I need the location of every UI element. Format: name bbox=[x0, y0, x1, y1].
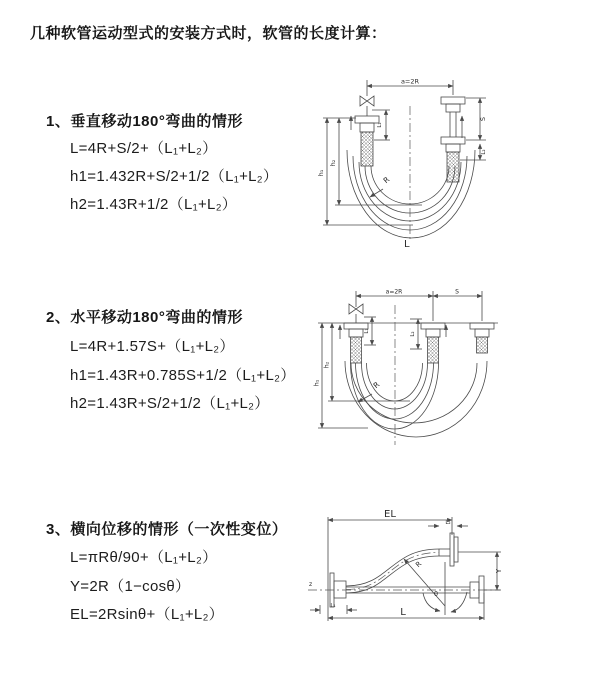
d2-label-l2: L₂ bbox=[410, 331, 416, 337]
d2-label-a2r: a=2R bbox=[385, 288, 403, 296]
d3-label-r: R bbox=[414, 559, 424, 570]
d2-label-r: R bbox=[371, 379, 382, 391]
section-1-heading: 1、垂直移动180°弯曲的情形 bbox=[46, 113, 243, 130]
section-3-formula-Y: Y=2R（1−cosθ） bbox=[70, 578, 191, 595]
d3-label-y: Y bbox=[495, 568, 503, 574]
diagram-lateral-displacement bbox=[300, 505, 600, 675]
braided-hose bbox=[361, 132, 373, 166]
d3-label-l2: L₂ bbox=[445, 520, 451, 526]
braided-hose bbox=[477, 337, 488, 353]
d1-label-s: S bbox=[479, 116, 487, 122]
d1-dim-l2 bbox=[460, 144, 487, 160]
d3-dim-l2 bbox=[428, 520, 468, 526]
d2-dim-l2 bbox=[410, 319, 422, 349]
d3-label-l1: L₁ bbox=[330, 603, 336, 609]
section-1-formula-L: L=4R+S/2+（L₁+L₂） bbox=[70, 140, 218, 157]
d1-label-h1: h₁ bbox=[317, 169, 325, 177]
valve-icon bbox=[360, 96, 374, 106]
d3-label-theta: θ bbox=[434, 590, 438, 598]
d2-radius-callout bbox=[358, 380, 381, 402]
page-title: 几种软管运动型式的安装方式时，软管的长度计算： bbox=[30, 25, 387, 42]
d2-dim-l1 bbox=[364, 317, 376, 345]
section-2-formula-h1: h1=1.43R+0.785S+1/2（L₁+L₂） bbox=[70, 367, 296, 384]
d2-middle-pipe bbox=[421, 323, 446, 363]
d3-hose-curve bbox=[346, 549, 439, 593]
d2-right-pipe bbox=[470, 323, 494, 353]
d3-dim-l1 bbox=[310, 603, 357, 614]
section-3-formula-EL: EL=2Rsinθ+（L₁+L₂） bbox=[70, 606, 224, 623]
d3-label-el: EL bbox=[384, 509, 396, 520]
d1-dimension-top bbox=[367, 78, 453, 97]
d2-label-s: S bbox=[455, 288, 459, 296]
d2-dimension-top bbox=[356, 289, 482, 322]
d1-label-l1: L₁ bbox=[377, 122, 383, 128]
d1-dim-s bbox=[466, 98, 487, 140]
braided-hose bbox=[351, 337, 362, 363]
d2-label-h2: h₂ bbox=[322, 361, 331, 369]
section-1-formula-h2: h2=1.43R+1/2（L₁+L₂） bbox=[70, 196, 238, 213]
braided-hose bbox=[428, 337, 439, 363]
d3-break-mark: z bbox=[309, 581, 313, 588]
d3-upper-flange bbox=[439, 533, 458, 566]
d1-label-l-bottom: L bbox=[404, 239, 410, 250]
section-3-heading: 3、横向位移的情形（一次性变位） bbox=[46, 521, 288, 538]
d1-dim-l1 bbox=[372, 110, 390, 140]
section-1-formula-h1: h1=1.432R+S/2+1/2（L₁+L₂） bbox=[70, 168, 279, 185]
section-2-heading: 2、水平移动180°弯曲的情形 bbox=[46, 309, 243, 326]
d1-left-pipe bbox=[351, 96, 379, 166]
d1-label-a2r: a=2R bbox=[400, 77, 420, 86]
d2-label-h1: h₁ bbox=[312, 379, 321, 387]
section-3-formula-L: L=πRθ/90+（L₁+L₂） bbox=[70, 549, 218, 566]
d2-label-l1: L₁ bbox=[364, 328, 370, 334]
section-2-formula-L: L=4R+1.57S+（L₁+L₂） bbox=[70, 338, 235, 355]
diagram-horizontal-180-bend bbox=[310, 283, 595, 463]
d1-label-l2: L₂ bbox=[481, 149, 487, 155]
d1-label-h2: h₂ bbox=[329, 159, 337, 167]
d2-hose-curves bbox=[345, 361, 487, 437]
d3-dim-y bbox=[458, 552, 503, 590]
diagram-vertical-180-bend bbox=[310, 70, 595, 262]
d1-right-pipe bbox=[441, 97, 465, 182]
d1-label-r: R bbox=[381, 174, 392, 186]
section-2-formula-h2: h2=1.43R+S/2+1/2（L₁+L₂） bbox=[70, 395, 270, 412]
d3-label-l: L bbox=[400, 607, 406, 618]
